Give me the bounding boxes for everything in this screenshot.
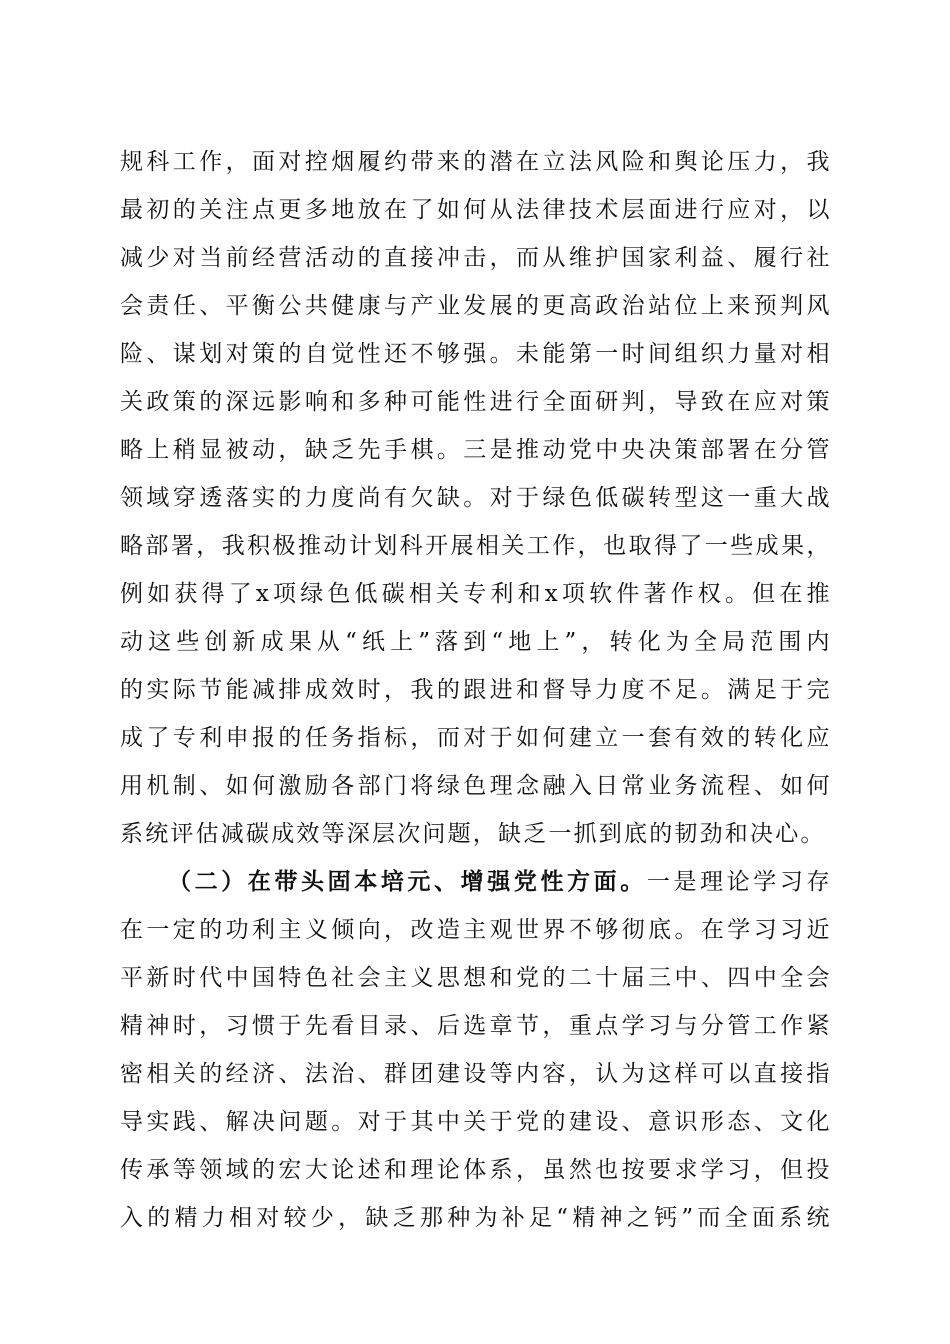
- section-heading-line: [168, 858, 830, 906]
- paragraph-line: 最初的关注点更多地放在了如何从法律技术层面进行应对，以: [120, 197, 830, 223]
- paragraph-line: 系统评估减碳成效等深层次问题，缺乏一抓到底的韧劲和决心。: [120, 821, 826, 847]
- paragraph-line: 用机制、如何激励各部门将绿色理念融入日常业务流程、如何: [120, 773, 830, 799]
- paragraph-line: 导实践、解决问题。对于其中关于党的建设、意识形态、文化: [120, 1109, 830, 1135]
- paragraph-line: 减少对当前经营活动的直接冲击，而从维护国家利益、履行社: [120, 245, 830, 271]
- paragraph-line: 平新时代中国特色社会主义思想和党的二十届三中、四中全会: [120, 965, 830, 991]
- paragraph-line: 动这些创新成果从“纸上”落到“地上”，转化为全局范围内: [120, 629, 830, 655]
- section-heading: （二）在带头固本培元、增强党性方面。: [168, 868, 647, 895]
- paragraph-line: 略上稍显被动，缺乏先手棋。三是推动党中央决策部署在分管: [120, 437, 830, 463]
- paragraph-line: 略部署，我积极推动计划科开展相关工作，也取得了一些成果，: [120, 533, 830, 559]
- paragraph-line: 险、谋划对策的自觉性还不够强。未能第一时间组织力量对相: [120, 341, 830, 367]
- paragraph-line: 在一定的功利主义倾向，改造主观世界不够彻底。在学习习近: [120, 917, 830, 943]
- paragraph-line: 密相关的经济、法治、群团建设等内容，认为这样可以直接指: [120, 1061, 830, 1087]
- paragraph-line: 会责任、平衡公共健康与产业发展的更高政治站位上来预判风: [120, 293, 830, 319]
- paragraph-line: 领域穿透落实的力度尚有欠缺。对于绿色低碳转型这一重大战: [120, 485, 830, 511]
- paragraph-line: 成了专利申报的任务指标，而对于如何建立一套有效的转化应: [120, 725, 830, 751]
- paragraph-line: 例如获得了x项绿色低碳相关专利和x项软件著作权。但在推: [120, 581, 830, 607]
- section-heading-rest: 一是理论学习存: [646, 869, 831, 895]
- paragraph-line: 关政策的深远影响和多种可能性进行全面研判，导致在应对策: [120, 389, 830, 415]
- paragraph-line: 传承等领域的宏大论述和理论体系，虽然也按要求学习，但投: [120, 1157, 830, 1183]
- paragraph-line: 入的精力相对较少，缺乏那种为补足“精神之钙”而全面系统: [120, 1205, 830, 1231]
- paragraph-line: 的实际节能减排成效时，我的跟进和督导力度不足。满足于完: [120, 677, 830, 703]
- paragraph-line: 精神时，习惯于先看目录、后选章节，重点学习与分管工作紧: [120, 1013, 830, 1039]
- paragraph-line: 规科工作，面对控烟履约带来的潜在立法风险和舆论压力，我: [120, 149, 830, 175]
